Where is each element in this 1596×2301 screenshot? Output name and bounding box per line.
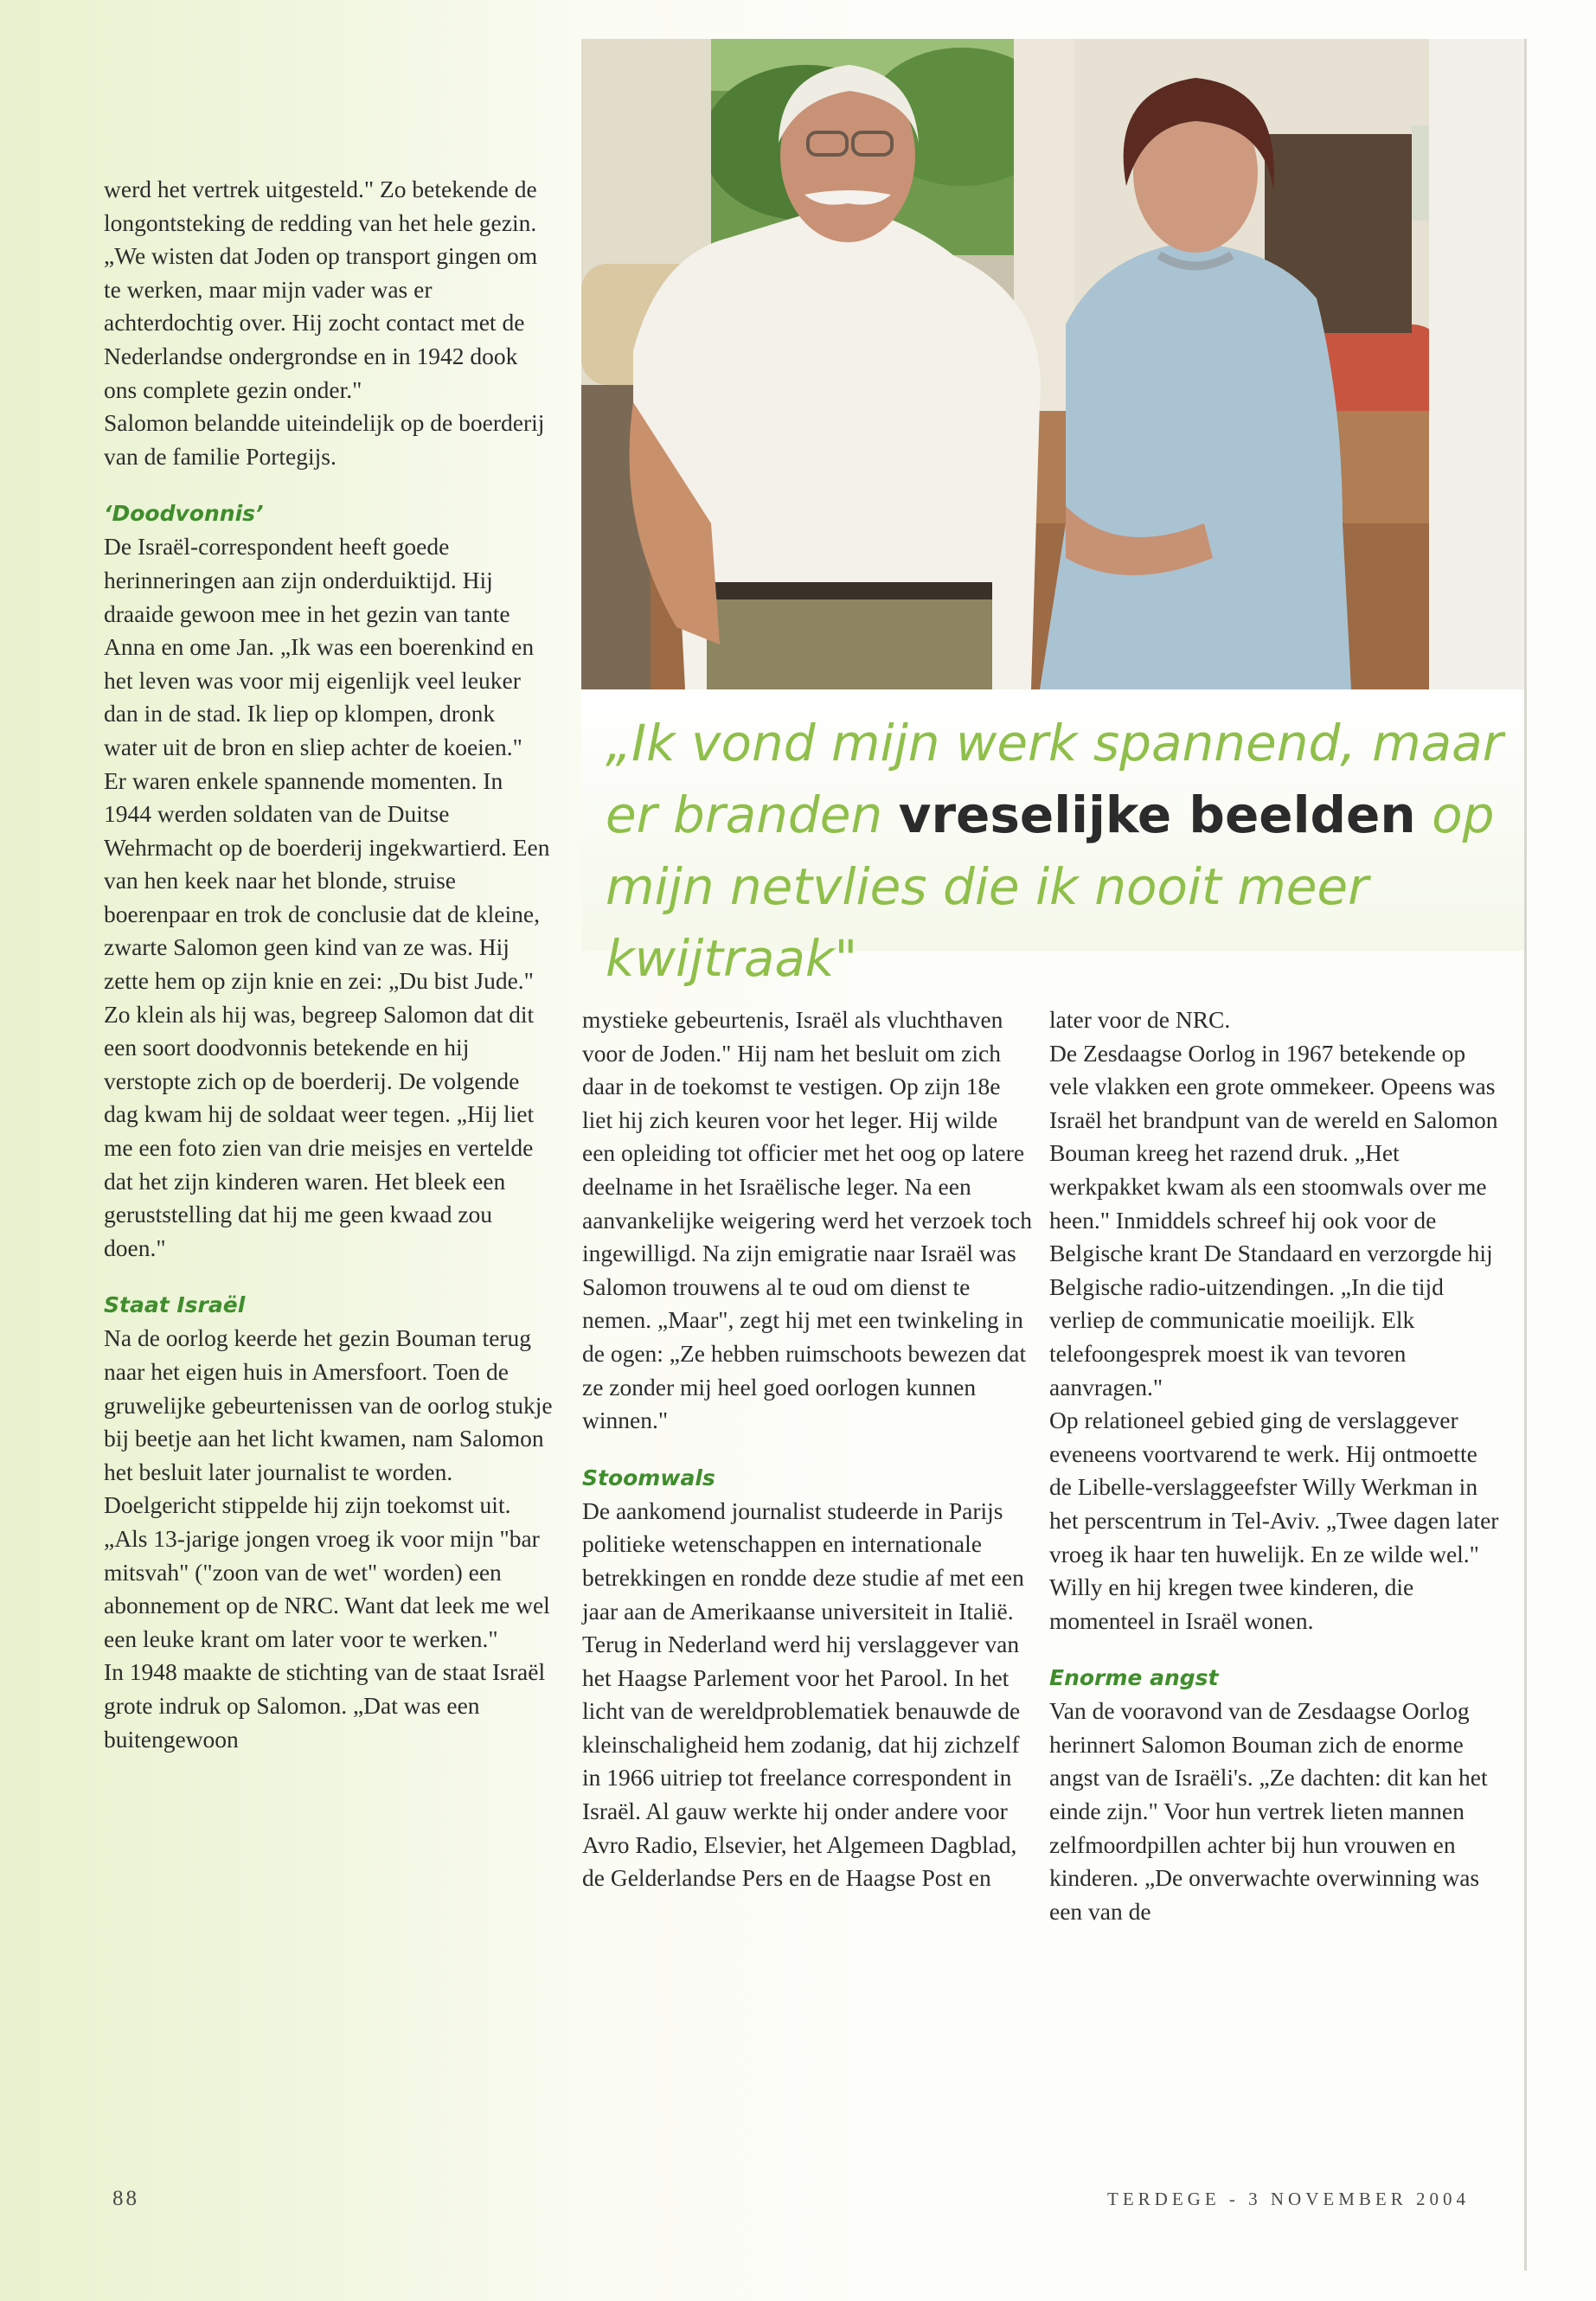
paragraph: werd het vertrek uitgesteld." Zo betekende de longontsteking de redding van het hele gezin. „We wisten dat Joden op transport gingen om te werken, maar mijn vader was er achterdochtig over. Hij zocht contact met de Nederlandse ondergrondse en in 1942 dook ons complete gezin onder." xyxy=(104,176,538,403)
page-edge xyxy=(1524,39,1527,2271)
magazine-issue: TERDEGE - 3 NOVEMBER 2004 xyxy=(1107,2189,1470,2209)
paragraph: De aankomend journalist studeerde in Parijs politieke wetenschappen en internationale betrekkingen en rondde deze studie af met een jaar aan de Amerikaanse universiteit in Italië. Terug in Nederland werd hij verslaggever van het Haagse Parlement voor het Parool. In het licht van de wereldproblematiek benauwde de kleinschaligheid hem zodanig, dat hij zichzelf in 1966 uitriep tot freelance correspondent in Israël. Al gauw werkte hij onder andere voor Avro Radio, Elsevier, het Algemeen Dagblad, de Gelderlandse Pers en de Haagse Post en xyxy=(582,1497,1024,1892)
paragraph: Er waren enkele spannende momenten. In 1944 werden soldaten van de Duitse Wehrmacht op de boerderij ingekwartierd. Een van hen keek naar het blonde, struise boerenpaar en trok de conclusie dat de kleine, zwarte Salomon geen kind van ze was. Hij zette hem op zijn knie en zei: „Du bist Jude." Zo klein als hij was, begreep Salomon dat dit een soort doodvonnis betekende en hij verstopte zich op de boerderij. De volgende dag kwam hij de soldaat weer tegen. „Hij liet me een foto zien van drie meisjes en vertelde dat het zijn kinderen waren. Het bleek een geruststelling dat hij me geen kwaad zou doen." xyxy=(104,766,550,1261)
pull-quote-part-2: op mijn netvlies die ik nooit meer kwijtraak" xyxy=(606,785,1495,988)
section-heading-staat-israel: Staat Israël xyxy=(104,1292,246,1318)
paragraph: mystieke gebeurtenis, Israël als vluchthaven voor de Joden." Hij nam het besluit om zich daar in de toekomst te vestigen. Op zijn 18e liet hij zich keuren voor het leger. Hij wilde een opleiding tot officier met het oog op latere deelname in het Israëlische leger. Na een aanvankelijke weigering werd het verzoek toch ingewilligd. Na zijn emigratie naar Israël was Salomon trouwens al te oud om dienst te nemen. „Maar", zegt hij met een twinkeling in de ogen: „Ze hebben ruimschoots bewezen dat ze zonder mij heel goed oorlogen kunnen winnen." xyxy=(582,1006,1032,1434)
paragraph: De Zesdaagse Oorlog in 1967 betekende op vele vlakken een grote ommekeer. Opeens was Israël het brandpunt van de wereld en Salomon Bouman kreeg het razend druk. „Het werkpakket kwam als een stoomwals over me heen." Inmiddels schreef hij ook voor de Belgische krant De Standaard en verzorgde hij Belgische radio-uitzendingen. „In die tijd verliep de communicatie moeilijk. Elk telefoongesprek moest ik van tevoren aanvragen." xyxy=(1049,1039,1498,1400)
paragraph: De Israël-correspondent heeft goede herinneringen aan zijn onderduiktijd. Hij draaide gewoon mee in het gezin van tante Anna en ome Jan. „Ik was een boerenkind en het leven was voor mij eigenlijk veel leuker dan in de stad. Ik liep op klompen, dronk water uit de bron en sliep achter de koeien." xyxy=(104,533,535,760)
paragraph: In 1948 maakte de stichting van de staat Israël grote indruk op Salomon. „Dat was een buitengewoon xyxy=(104,1658,546,1753)
couple-photo-illustration xyxy=(581,39,1524,689)
pull-quote xyxy=(606,708,1522,995)
paragraph: Salomon belandde uiteindelijk op de boerderij van de familie Portegijs. xyxy=(104,409,545,470)
article-column-3 xyxy=(1049,1003,1499,1928)
page-number: 88 xyxy=(112,2187,139,2210)
pull-quote-part-1: „Ik vond mijn werk spannend, maar er branden xyxy=(606,714,1503,844)
paragraph: Van de vooravond van de Zesdaagse Oorlog herinnert Salomon Bouman zich de enorme angst van de Israëli's. „Ze dachten: dit kan het einde zijn." Voor hun vertrek lieten mannen zelfmoordpillen achter bij hun vrouwen en kinderen. „De onverwachte overwinning was een van de xyxy=(1049,1697,1488,1925)
couple-photo xyxy=(581,39,1524,689)
paragraph: Na de oorlog keerde het gezin Bouman terug naar het eigen huis in Amersfoort. Toen de gruwelijke gebeurtenissen van de oorlog stukje bij beetje aan het licht kwamen, nam Salomon het besluit later journalist te worden. Doelgericht stippelde hij zijn toekomst uit. „Als 13-jarige jongen vroeg ik voor mijn "bar mitsvah" ("zoon van de wet" worden) een abonnement op de NRC. Want dat leek me wel een leuke krant om later voor te werken." xyxy=(104,1324,553,1652)
article-column-2 xyxy=(582,1003,1032,1895)
section-heading-enorme-angst: Enorme angst xyxy=(1049,1665,1219,1691)
section-heading-stoomwals: Stoomwals xyxy=(582,1465,715,1490)
article-column-1 xyxy=(104,173,554,1756)
paragraph: later voor de NRC. xyxy=(1049,1006,1231,1033)
pull-quote-emphasis: vreselijke beelden xyxy=(898,785,1416,844)
paragraph: Op relationeel gebied ging de verslaggever eveneens voortvarend te werk. Hij ontmoette de Libelle-verslaggeefster Willy Werkman in het perscentrum in Tel-Aviv. „Twee dagen later vroeg ik haar ten huwelijk. En ze wilde wel." Willy en hij kregen twee kinderen, die momenteel in Israël wonen. xyxy=(1049,1407,1499,1634)
section-heading-doodvonnis: ‘Doodvonnis’ xyxy=(104,501,264,527)
